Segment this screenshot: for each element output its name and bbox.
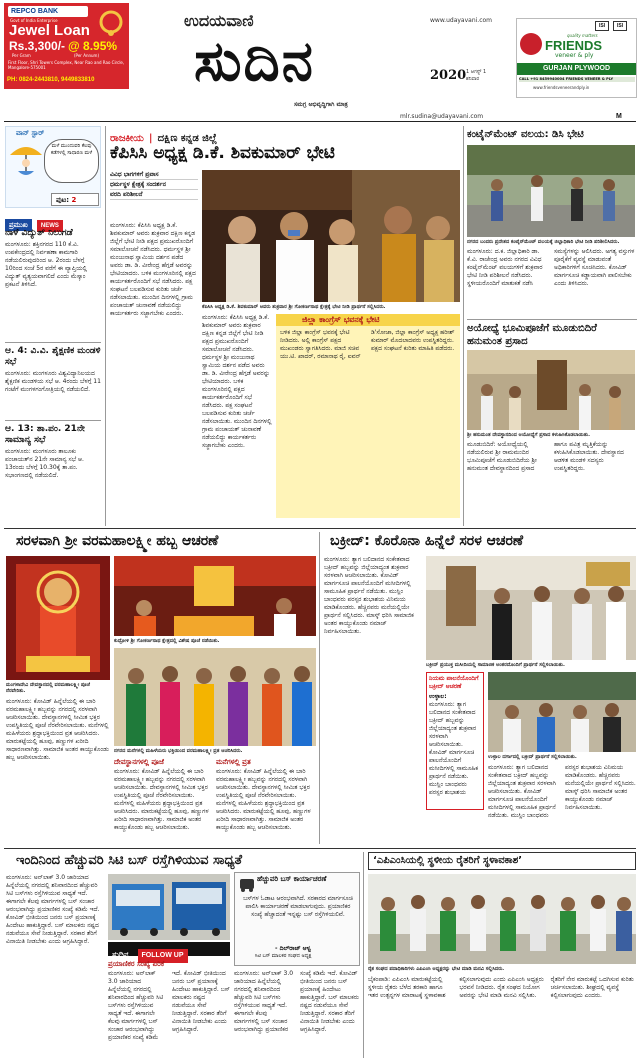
bakrid-photo: [426, 556, 636, 660]
masthead-divider: [4, 121, 636, 122]
lead-kicker-bar: [110, 126, 455, 144]
news-label-bar: [5, 212, 101, 229]
brief-body: ಮಂಗಳೂರು: ಶಕ್ತಿನಗರದ 110 ಕೆ.ವಿ. ಉಪಕೇಂದ್ರದಲ್ಲಿ ನಿರ್ವಹಣಾ ಕಾಮಗಾರಿ ನಡೆಯಲಿರುವುದರಿಂದ ಆ. 2ರಂದು ಬೆಳಗ್ಗೆ 10ರಿಂದ ಸಂಜೆ 5ರ ವರೆಗೆ ಈ ವ್ಯಾಪ್ತಿಯಲ್ಲಿ ವಿದ್ಯುತ್ ವ್ಯತ್ಯಯವಾಗಲಿದೆ ಎಂದು ಮೆಸ್ಕಾಂ ಪ್ರಕಟನೆ ತಿಳಿಸಿದೆ.: [5, 241, 88, 288]
bakrid-headline: ಬಕ್ರೀದ್: ಕೊರೊನಾ ಹಿನ್ನೆಲೆ ಸರಳ ಆಚರಣೆ: [330, 533, 524, 549]
ayodhya-body: ಮೂಡುಬಿದಿರೆ: ಅಯೋಧ್ಯೆಯಲ್ಲಿ ನಡೆಯಲಿರುವ ಶ್ರೀ ರಾಮಮಂದಿರ ಭೂಮಿಪೂಜೆಗೆ ಮೂಡುಬಿದಿರೆಯ ಶ್ರೀ ಹನುಮಂತ ದೇವಸ್ಥಾನದಿಂದ ಪ್ರಸಾದ ಹಾಗೂ ಪವಿತ್ರ ಮೃತ್ತಿಕೆಯನ್ನು ಕಳುಹಿಸಿಕೊಡಲಾಯಿತು. ದೇವಸ್ಥಾನದ ಆಡಳಿತ ಮಂಡಳಿ ಸದಸ್ಯರು ಉಪಸ್ಥಿತರಿದ್ದರು.: [467, 441, 624, 472]
goddess-caption: ಮಂಗಳಾದೇವಿ ದೇವಸ್ಥಾನದಲ್ಲಿ ವರಮಹಾಲಕ್ಷ್ಮೀ ಪೂಜೆ ನೆರವೇರಿತು.: [6, 682, 90, 694]
lead-headline: ಕೆಪಿಸಿಸಿ ಅಧ್ಯಕ್ಷ ಡಿ.ಕೆ. ಶಿವಕುಮಾರ್ ಭೇಟಿ: [110, 143, 335, 163]
pages-number: 2: [71, 196, 77, 204]
friends-brand: FRIENDS: [545, 38, 603, 53]
apmc-caption: ರೈತ ಸಂಘದ ಪದಾಧಿಕಾರಿಗಳು ಎಪಿಎಂಸಿ ಅಧ್ಯಕ್ಷರನ್ನು ಭೇಟಿ ಮಾಡಿ ಮನವಿ ಸಲ್ಲಿಸಿದರು.: [368, 966, 505, 972]
news-badge: NEWS: [37, 220, 63, 232]
brief-headline: ನಾಳೆ ವಿದ್ಯುತ್ ನಿಲುಗಡೆ: [5, 228, 73, 238]
repco-per-gram: Per Gram: [12, 53, 31, 58]
brief-item: [5, 228, 101, 340]
weather-text: ಮಳೆ ಮುಂದುವರಿ ಕೆಲವು ಕಡೆಗಳಲ್ಲಿ ಸಾಧಾರಣ ಮಳೆ: [50, 143, 93, 156]
friends-contact: CALL +91 8459940004 FRIENDS VENEER & PLY: [519, 77, 635, 82]
lead-bullet: ವಿವಿಧ ಭಾಗಗಳಿಗೆ ಪ್ರವಾಸ: [110, 170, 198, 180]
lead-kicker-sub: ದಕ್ಷಿಣ ಕನ್ನಡ ಜಿಲ್ಲೆ: [157, 133, 217, 144]
varamahalakshmi-body-col2: ಮಂಗಳೂರು: ಕೋವಿಡ್ ಹಿನ್ನೆಲೆಯಲ್ಲಿ ಈ ಬಾರಿ ವರಮಹಾಲಕ್ಷ್ಮೀ ಹಬ್ಬವನ್ನು ನಗರದಲ್ಲಿ ಸರಳವಾಗಿ ಆಚರಿಸಲಾಯಿತು. ದೇವಸ್ಥಾನಗಳಲ್ಲಿ ಸೀಮಿತ ಭಕ್ತರ ಉಪಸ್ಥಿತಿಯಲ್ಲಿ ಪೂಜೆ ನೆರವೇರಿಸಲಾಯಿತು. ಮನೆಗಳಲ್ಲಿ ಮಹಿಳೆಯರು ಶ್ರದ್ಧಾಭಕ್ತಿಯಿಂದ ವ್ರತ ಆಚರಿಸಿದರು. ಮಾರುಕಟ್ಟೆಯಲ್ಲಿ ಹೂವು, ಹಣ್ಣುಗಳ ಖರೀದಿ ಸಾಧಾರಣವಾಗಿತ್ತು. ಸಾಮಾಜಿಕ ಅಂತರ ಕಾಯ್ದುಕೊಂಡು ಹಬ್ಬ ಆಚರಿಸಲಾಯಿತು.: [114, 768, 209, 831]
bus-quote-box: [234, 872, 360, 966]
congress-bhavan-box: [276, 314, 460, 518]
page-divider: [4, 528, 636, 529]
bus-quote-author: - ದಿಲ್‌ರಾಜ್ ಆಳ್ವ: [275, 945, 311, 952]
lead-bullet: ವರದಿ ಪರಿಶೀಲನೆ: [110, 190, 198, 200]
lead-photo-caption: ಕೆಪಿಸಿಸಿ ಅಧ್ಯಕ್ಷ ಡಿ.ಕೆ. ಶಿವಕುಮಾರ್ ಅವರು ಶುಕ್ರವಾರ ಶ್ರೀ ಗೋಕರ್ಣನಾಥ ಕ್ಷೇತ್ರಕ್ಕೆ ಭೇಟಿ ನೀಡಿ ಪ್ರಾರ್ಥನೆ ಸಲ್ಲಿಸಿದರು.: [202, 304, 386, 310]
column-rule: [319, 532, 320, 844]
lead-photo: [202, 170, 460, 302]
umbrella-icon: [8, 139, 44, 179]
containment-caption: ನಗರದ ಬಂದರು ಪ್ರದೇಶದ ಕಂಟೈನ್‌ಮೆಂಟ್ ವಲಯಕ್ಕೆ ಜಿಲ್ಲಾಧಿಕಾರಿ ಭೇಟಿ ನೀಡಿ ಪರಿಶೀಲಿಸಿದರು.: [467, 239, 620, 245]
column-rule: [463, 126, 464, 526]
website-url[interactable]: www.udayavani.com: [430, 17, 493, 24]
section-divider: [467, 319, 637, 320]
page-divider: [4, 848, 636, 849]
bakrid-caption: ಬಕ್ರೀದ್ ಪ್ರಯುಕ್ತ ಮಸೀದಿಯಲ್ಲಿ ಸಾಮಾಜಿಕ ಅಂತರದೊಂದಿಗೆ ಪ್ರಾರ್ಥನೆ ಸಲ್ಲಿಸಲಾಯಿತು.: [426, 662, 565, 668]
bus-icon: [239, 877, 255, 891]
news-label: ಪ್ರಮುಖ: [5, 219, 32, 231]
bus-headline: ಇಂದಿನಿಂದ ಹೆಚ್ಚುವರಿ ಸಿಟಿ ಬಸ್ ರಸ್ತೆಗಿಳಿಯುವ ಸಾಧ್ಯತೆ: [16, 853, 243, 868]
isi-mark-left: ISI: [595, 21, 609, 31]
goddess-photo: [6, 556, 110, 680]
varamahalakshmi-headline: ಸರಳವಾಗಿ ಶ್ರೀ ವರಮಹಾಲಕ್ಷ್ಮೀ ಹಬ್ಬ ಆಚರಣೆ: [16, 533, 219, 549]
lead-kicker: ರಾಜಕೀಯ: [110, 133, 144, 144]
friends-subtitle: [517, 63, 636, 75]
varamahalakshmi-sub2: ಮನೆಗಳಲ್ಲಿ ವ್ರತ: [216, 758, 251, 766]
women-caption: ನಗರದ ಮನೆಗಳಲ್ಲಿ ಮಹಿಳೆಯರು ಭಕ್ತಿಯಿಂದ ವರಮಹಾಲಕ್ಷ್ಮೀ ವ್ರತ ಆಚರಿಸಿದರು.: [114, 748, 243, 754]
repco-ad[interactable]: [4, 3, 129, 89]
varamahalakshmi-body-col1: ಮಂಗಳೂರು: ಕೋವಿಡ್ ಹಿನ್ನೆಲೆಯಲ್ಲಿ ಈ ಬಾರಿ ವರಮಹಾಲಕ್ಷ್ಮೀ ಹಬ್ಬವನ್ನು ನಗರದಲ್ಲಿ ಸರಳವಾಗಿ ಆಚರಿಸಲಾಯಿತು. ದೇವಸ್ಥಾನಗಳಲ್ಲಿ ಸೀಮಿತ ಭಕ್ತರ ಉಪಸ್ಥಿತಿಯಲ್ಲಿ ಪೂಜೆ ನೆರವೇರಿಸಲಾಯಿತು. ಮನೆಗಳಲ್ಲಿ ಮಹಿಳೆಯರು ಶ್ರದ್ಧಾಭಕ್ತಿಯಿಂದ ವ್ರತ ಆಚರಿಸಿದರು. ಮಾರುಕಟ್ಟೆಯಲ್ಲಿ ಹೂವು, ಹಣ್ಣುಗಳ ಖರೀದಿ ಸಾಧಾರಣವಾಗಿತ್ತು. ಸಾಮಾಜಿಕ ಅಂತರ ಕಾಯ್ದುಕೊಂಡು ಹಬ್ಬ ಆಚರಿಸಲಾಯಿತು.: [6, 698, 109, 761]
apmc-headline-box: [368, 852, 636, 870]
pooja-caption: ಕುದ್ರೋಳಿ ಶ್ರೀ ಗೋಕರ್ಣನಾಥ ಕ್ಷೇತ್ರದಲ್ಲಿ ವಿಶೇಷ ಪೂಜೆ ನಡೆಯಿತು.: [114, 638, 220, 644]
friends-badge-icon: [520, 33, 542, 55]
bakrid-box-body: ಮಂಗಳೂರು: ತ್ಯಾಗ ಬಲಿದಾನದ ಸಂಕೇತವಾದ ಬಕ್ರೀದ್ ಹಬ್ಬವನ್ನು ಜಿಲ್ಲೆಯಾದ್ಯಂತ ಶುಕ್ರವಾರ ಸರಳವಾಗಿ ಆಚರಿಸಲಾಯಿತು. ಕೋವಿಡ್ ಮಾರ್ಗಸೂಚಿ ಪಾಲನೆಯೊಂದಿಗೆ ಮಸೀದಿಗಳಲ್ಲಿ ಸಾಮೂಹಿಕ ಪ್ರಾರ್ಥನೆ ನಡೆಯಿತು. ಮುಸ್ಲಿಂ ಬಾಂಧವರು ಪರಸ್ಪರ ಶುಭಾಶಯ: [429, 701, 479, 796]
bakrid-box-title: ನಿಯಮ ಪಾಲನೆಯೊಂದಿಗೆ ಬಕ್ರೀದ್ ಆಚರಣೆ: [429, 675, 479, 690]
bakrid-body-col3: ಮಂಗಳೂರು: ತ್ಯಾಗ ಬಲಿದಾನದ ಸಂಕೇತವಾದ ಬಕ್ರೀದ್ ಹಬ್ಬವನ್ನು ಜಿಲ್ಲೆಯಾದ್ಯಂತ ಶುಕ್ರವಾರ ಸರಳವಾಗಿ ಆಚರಿಸಲಾಯಿತು. ಕೋವಿಡ್ ಮಾರ್ಗಸೂಚಿ ಪಾಲನೆಯೊಂದಿಗೆ ಮಸೀದಿಗಳಲ್ಲಿ ಸಾಮೂಹಿಕ ಪ್ರಾರ್ಥನೆ ನಡೆಯಿತು. ಮುಸ್ಲಿಂ ಬಾಂಧವರು ಪರಸ್ಪರ ಶುಭಾಶಯ ವಿನಿಮಯ ಮಾಡಿಕೊಂಡರು. ಹೆಚ್ಚಿನವರು ಮನೆಯಲ್ಲಿಯೇ ಪ್ರಾರ್ಥನೆ ಸಲ್ಲಿಸಿದರು. ಮಾಸ್ಕ್ ಧರಿಸಿ ಸಾಮಾಜಿಕ ಅಂತರ ಕಾಯ್ದುಕೊಂಡು ನಮಾಜ್ ನಿರ್ವಹಿಸಲಾಯಿತು.: [488, 764, 636, 819]
friends-sub: veneer & ply: [555, 52, 594, 59]
followup-banner: [108, 942, 230, 959]
pages-label-text: ಪುಟ:: [56, 196, 70, 204]
masthead-date-line1: 1 ಆಗಸ್ಟ್ 1: [466, 69, 487, 75]
containment-headline: ಕಂಟೈನ್‌ಮೆಂಟ್ ವಲಯ: ಡಿಸಿ ಭೇಟಿ: [467, 129, 584, 140]
masthead-title: ಸುದಿನ: [194, 29, 315, 94]
varamahalakshmi-body-col3: ಮಂಗಳೂರು: ಕೋವಿಡ್ ಹಿನ್ನೆಲೆಯಲ್ಲಿ ಈ ಬಾರಿ ವರಮಹಾಲಕ್ಷ್ಮೀ ಹಬ್ಬವನ್ನು ನಗರದಲ್ಲಿ ಸರಳವಾಗಿ ಆಚರಿಸಲಾಯಿತು. ದೇವಸ್ಥಾನಗಳಲ್ಲಿ ಸೀಮಿತ ಭಕ್ತರ ಉಪಸ್ಥಿತಿಯಲ್ಲಿ ಪೂಜೆ ನೆರವೇರಿಸಲಾಯಿತು. ಮನೆಗಳಲ್ಲಿ ಮಹಿಳೆಯರು ಶ್ರದ್ಧಾಭಕ್ತಿಯಿಂದ ವ್ರತ ಆಚರಿಸಿದರು. ಮಾರುಕಟ್ಟೆಯಲ್ಲಿ ಹೂವು, ಹಣ್ಣುಗಳ ಖರೀದಿ ಸಾಧಾರಣವಾಗಿತ್ತು. ಸಾಮಾಜಿಕ ಅಂತರ ಕಾಯ್ದುಕೊಂಡು ಹಬ್ಬ ಆಚರಿಸಲಾಯಿತು.: [216, 768, 311, 831]
apmc-body: ಬೈಕಂಪಾಡಿ: ಎಪಿಎಂಸಿ ಮಾರುಕಟ್ಟೆಯಲ್ಲಿ ಸ್ಥಳೀಯ ರೈತರು ಬೆಳೆದ ತರಕಾರಿ ಹಾಗೂ ಇತರ ಉತ್ಪನ್ನಗಳ ಮಾರಾಟಕ್ಕೆ ಸ್ಥಳಾವಕಾಶ ಕಲ್ಪಿಸಲಾಗುವುದು ಎಂದು ಎಪಿಎಂಸಿ ಅಧ್ಯಕ್ಷರು ಭರವಸೆ ನೀಡಿದರು. ರೈತ ಸಂಘದ ನಿಯೋಗ ಅವರನ್ನು ಭೇಟಿ ಮಾಡಿ ಮನವಿ ಸಲ್ಲಿಸಿತು. ರೈತರಿಗೆ ನೇರ ಮಾರುಕಟ್ಟೆ ಒದಗಿಸುವ ಕುರಿತು ಚರ್ಚಿಸಲಾಯಿತು. ಶೀಘ್ರದಲ್ಲಿ ವ್ಯವಸ್ಥೆ ಕಲ್ಪಿಸಲಾಗುವುದು ಎಂದರು.: [368, 976, 634, 999]
women-photo: [114, 648, 316, 746]
weather-box: [5, 126, 101, 208]
bakrid-box: [426, 672, 484, 810]
repco-tagline: Govt of India Enterprise: [10, 18, 58, 23]
apmc-photo: [368, 874, 636, 964]
containment-body: ಮಂಗಳೂರು: ದ.ಕ. ಜಿಲ್ಲಾಧಿಕಾರಿ ಡಾ. ಕೆ.ವಿ. ರಾಜೇಂದ್ರ ಅವರು ನಗರದ ವಿವಿಧ ಕಂಟೈನ್‌ಮೆಂಟ್ ವಲಯಗಳಿಗೆ ಶುಕ್ರವಾರ ಭೇಟಿ ನೀಡಿ ಪರಿಶೀಲನೆ ನಡೆಸಿದರು. ಸ್ಥಳೀಯರೊಂದಿಗೆ ಮಾತುಕತೆ ನಡೆಸಿ ಸಮಸ್ಯೆಗಳನ್ನು ಆಲಿಸಿದರು. ಅಗತ್ಯ ವಸ್ತುಗಳ ಪೂರೈಕೆಗೆ ವ್ಯವಸ್ಥೆ ಮಾಡುವಂತೆ ಅಧಿಕಾರಿಗಳಿಗೆ ಸೂಚಿಸಿದರು. ಕೋವಿಡ್ ಮಾರ್ಗಸೂಚಿ ಕಡ್ಡಾಯವಾಗಿ ಪಾಲಿಸಬೇಕು ಎಂದು ತಿಳಿಸಿದರು.: [467, 248, 635, 287]
kicker-separator: |: [148, 133, 153, 144]
ullal-photo: [488, 672, 636, 752]
box-title: ಜಿಲ್ಲಾ ಕಾಂಗ್ರೆಸ್ ಭವನಕ್ಕೆ ಭೇಟಿ: [276, 314, 460, 326]
bus-quote-title: ಹೆಚ್ಚುವರಿ ಬಸ್ ಕಾರ್ಯಾಚರಣೆ: [257, 875, 327, 883]
lead-bullet: ಧರ್ಮಸ್ಥಳ ಕ್ಷೇತ್ರಕ್ಕೆ ಸಂದರ್ಶನ: [110, 180, 198, 190]
lead-body-col2: ಮಂಗಳೂರು: ಕೆಪಿಸಿಸಿ ಅಧ್ಯಕ್ಷ ಡಿ.ಕೆ. ಶಿವಕುಮಾರ್ ಅವರು ಶುಕ್ರವಾರ ದಕ್ಷಿಣ ಕನ್ನಡ ಜಿಲ್ಲೆಗೆ ಭೇಟಿ ನೀಡಿ ಪಕ್ಷದ ಪ್ರಮುಖರೊಂದಿಗೆ ಸಮಾಲೋಚನೆ ನಡೆಸಿದರು. ಧರ್ಮಸ್ಥಳ ಶ್ರೀ ಮಂಜುನಾಥ ಸ್ವಾಮಿಯ ದರ್ಶನ ಪಡೆದ ಅವರು ಡಾ. ಡಿ. ವೀರೇಂದ್ರ ಹೆಗ್ಗಡೆ ಅವರನ್ನು ಭೇಟಿಯಾದರು. ಬಳಿಕ ಮಂಗಳೂರಿನಲ್ಲಿ ಪಕ್ಷದ ಕಾರ್ಯಕರ್ತರೊಂದಿಗೆ ಸಭೆ ನಡೆಸಿದರು. ಪಕ್ಷ ಸಂಘಟನೆ ಬಲಪಡಿಸುವ ಕುರಿತು ಚರ್ಚೆ ನಡೆಸಲಾಯಿತು. ಮುಂದಿನ ದಿನಗಳಲ್ಲಿ ಗ್ರಾಮ ಪಂಚಾಯತ್ ಚುನಾವಣೆ ನಡೆಯಲಿದ್ದು ಕಾರ್ಯಕರ್ತರು ಸಜ್ಜಾಗಬೇಕು ಎಂದರು.: [202, 314, 272, 449]
friends-subtitle-text: GURJAN PLYWOOD: [542, 65, 611, 72]
bus-body-col2: ಮಂಗಳೂರು: ಅನ್‌ಲಾಕ್ 3.0 ಜಾರಿಯಾದ ಹಿನ್ನೆಲೆಯಲ್ಲಿ ನಗರದಲ್ಲಿ ಶನಿವಾರದಿಂದ ಹೆಚ್ಚುವರಿ ಸಿಟಿ ಬಸ್‌ಗಳು ರಸ್ತೆಗಿಳಿಯುವ ಸಾಧ್ಯತೆ ಇದೆ. ಈಗಾಗಲೇ ಕೆಲವು ಮಾರ್ಗಗಳಲ್ಲಿ ಬಸ್ ಸಂಚಾರ ಆರಂಭವಾಗಿದ್ದು ಪ್ರಯಾಣಿಕರ ಸಂಖ್ಯೆ ಕಡಿಮೆ ಇದೆ. ಕೋವಿಡ್ ಭೀತಿಯಿಂದ ಜನರು ಬಸ್ ಪ್ರಯಾಣಕ್ಕೆ ಹಿಂದೇಟು ಹಾಕುತ್ತಿದ್ದಾರೆ. ಬಸ್ ಮಾಲಕರು ನಷ್ಟದ ನಡುವೆಯೂ ಸೇವೆ ನೀಡುತ್ತಿದ್ದಾರೆ. ಸರಕಾರ ತೆರಿಗೆ ವಿನಾಯಿತಿ ನೀಡಬೇಕು ಎಂದು ಆಗ್ರಹಿಸಿದ್ದಾರೆ.: [108, 970, 230, 1041]
lead-body-col1: ಮಂಗಳೂರು: ಕೆಪಿಸಿಸಿ ಅಧ್ಯಕ್ಷ ಡಿ.ಕೆ. ಶಿವಕುಮಾರ್ ಅವರು ಶುಕ್ರವಾರ ದಕ್ಷಿಣ ಕನ್ನಡ ಜಿಲ್ಲೆಗೆ ಭೇಟಿ ನೀಡಿ ಪಕ್ಷದ ಪ್ರಮುಖರೊಂದಿಗೆ ಸಮಾಲೋಚನೆ ನಡೆಸಿದರು. ಧರ್ಮಸ್ಥಳ ಶ್ರೀ ಮಂಜುನಾಥ ಸ್ವಾಮಿಯ ದರ್ಶನ ಪಡೆದ ಅವರು ಡಾ. ಡಿ. ವೀರೇಂದ್ರ ಹೆಗ್ಗಡೆ ಅವರನ್ನು ಭೇಟಿಯಾದರು. ಬಳಿಕ ಮಂಗಳೂರಿನಲ್ಲಿ ಪಕ್ಷದ ಕಾರ್ಯಕರ್ತರೊಂದಿಗೆ ಸಭೆ ನಡೆಸಿದರು. ಪಕ್ಷ ಸಂಘಟನೆ ಬಲಪಡಿಸುವ ಕುರಿತು ಚರ್ಚೆ ನಡೆಸಲಾಯಿತು. ಮುಂದಿನ ದಿನಗಳಲ್ಲಿ ಗ್ರಾಮ ಪಂಚಾಯತ್ ಚುನಾವಣೆ ನಡೆಯಲಿದ್ದು ಕಾರ್ಯಕರ್ತರು ಸಜ್ಜಾಗಬೇಕು ಎಂದರು.: [110, 222, 196, 317]
masthead: [134, 3, 512, 120]
bus-quote-role: ಸಿಟಿ ಬಸ್ ಮಾಲಕರ ಸಂಘದ ಅಧ್ಯಕ್ಷ: [255, 953, 312, 959]
box-body: ಬಳಿಕ ಜಿಲ್ಲಾ ಕಾಂಗ್ರೆಸ್ ಭವನಕ್ಕೆ ಭೇಟಿ ನೀಡಿದರು. ಅಲ್ಲಿ ಕಾಂಗ್ರೆಸ್ ಪಕ್ಷದ ಮುಖಂಡರು ಸ್ವಾಗತಿಸಿದರು. ಮಾಜಿ ಸಚಿವ ಯು.ಟಿ. ಖಾದರ್, ರಮಾನಾಥ ರೈ, ಐವನ್ ಡಿ'ಸೋಜಾ, ಜಿಲ್ಲಾ ಕಾಂಗ್ರೆಸ್ ಅಧ್ಯಕ್ಷ ಹರೀಶ್ ಕುಮಾರ್ ಮೊದಲಾದವರು ಉಪಸ್ಥಿತರಿದ್ದರು. ಪಕ್ಷದ ಸಂಘಟನೆ ಕುರಿತು ಮಾಹಿತಿ ಪಡೆದರು.: [280, 329, 455, 360]
friends-ad[interactable]: [516, 18, 637, 98]
repco-amount: Rs.3,300/-: [9, 39, 66, 53]
masthead-strap: ಸಮಗ್ರ ಅಭಿವೃದ್ಧಿಗಾಗಿ ಮಾತ್ರ: [294, 101, 348, 108]
pages-label: [51, 193, 99, 206]
lead-bullets: [110, 170, 198, 220]
brief-item: [5, 346, 101, 418]
ayodhya-headline: ಅಯೋಧ್ಯೆ ಭೂಮಿಪೂಜೆಗೆ ಮೂಡುಬಿದಿರೆ ಹನುಮಂತ ಪ್ರಸಾದ: [467, 323, 597, 347]
bus-body-col1: ಮಂಗಳೂರು: ಅನ್‌ಲಾಕ್ 3.0 ಜಾರಿಯಾದ ಹಿನ್ನೆಲೆಯಲ್ಲಿ ನಗರದಲ್ಲಿ ಶನಿವಾರದಿಂದ ಹೆಚ್ಚುವರಿ ಸಿಟಿ ಬಸ್‌ಗಳು ರಸ್ತೆಗಿಳಿಯುವ ಸಾಧ್ಯತೆ ಇದೆ. ಈಗಾಗಲೇ ಕೆಲವು ಮಾರ್ಗಗಳಲ್ಲಿ ಬಸ್ ಸಂಚಾರ ಆರಂಭವಾಗಿದ್ದು ಪ್ರಯಾಣಿಕರ ಸಂಖ್ಯೆ ಕಡಿಮೆ ಇದೆ. ಕೋವಿಡ್ ಭೀತಿಯಿಂದ ಜನರು ಬಸ್ ಪ್ರಯಾಣಕ್ಕೆ ಹಿಂದೇಟು ಹಾಕುತ್ತಿದ್ದಾರೆ. ಬಸ್ ಮಾಲಕರು ನಷ್ಟದ ನಡುವೆಯೂ ಸೇವೆ ನೀಡುತ್ತಿದ್ದಾರೆ. ಸರಕಾರ ತೆರಿಗೆ ವಿನಾಯಿತಿ ನೀಡಬೇಕು ಎಂದು ಆಗ್ರಹಿಸಿದ್ದಾರೆ.: [6, 874, 100, 945]
masthead-date-line2: ಶನಿವಾರ: [466, 76, 480, 82]
ayodhya-photo: [467, 350, 635, 430]
followup-brand: ಸುದಿನ: [112, 950, 129, 959]
containment-photo: [467, 145, 635, 237]
ullal-caption: ಉಳ್ಳಾಲ ದರ್ಗಾದಲ್ಲಿ ಬಕ್ರೀದ್ ಪ್ರಾರ್ಥನೆ ಸಲ್ಲಿಸಲಾಯಿತು.: [488, 754, 577, 760]
gold-jewel-icon: [96, 8, 126, 38]
weather-title: ವಾನ್ ಸ್ಟಾರ್: [16, 129, 45, 137]
brief-body: ಮಂಗಳೂರು: ಮಂಗಳೂರು ವಿಶ್ವವಿದ್ಯಾನಿಲಯದ ಶೈಕ್ಷಣಿಕ ಮಂಡಳಿಯ ಸಭೆ ಆ. 4ರಂದು ಬೆಳಗ್ಗೆ 11 ಗಂಟೆಗೆ ಮಂಗಳಗಂಗೋತ್ರಿಯಲ್ಲಿ ನಡೆಯಲಿದೆ.: [5, 370, 101, 393]
bus-body-col3: ಮಂಗಳೂರು: ಅನ್‌ಲಾಕ್ 3.0 ಜಾರಿಯಾದ ಹಿನ್ನೆಲೆಯಲ್ಲಿ ನಗರದಲ್ಲಿ ಶನಿವಾರದಿಂದ ಹೆಚ್ಚುವರಿ ಸಿಟಿ ಬಸ್‌ಗಳು ರಸ್ತೆಗಿಳಿಯುವ ಸಾಧ್ಯತೆ ಇದೆ. ಈಗಾಗಲೇ ಕೆಲವು ಮಾರ್ಗಗಳಲ್ಲಿ ಬಸ್ ಸಂಚಾರ ಆರಂಭವಾಗಿದ್ದು ಪ್ರಯಾಣಿಕರ ಸಂಖ್ಯೆ ಕಡಿಮೆ ಇದೆ. ಕೋವಿಡ್ ಭೀತಿಯಿಂದ ಜನರು ಬಸ್ ಪ್ರಯಾಣಕ್ಕೆ ಹಿಂದೇಟು ಹಾಕುತ್ತಿದ್ದಾರೆ. ಬಸ್ ಮಾಲಕರು ನಷ್ಟದ ನಡುವೆಯೂ ಸೇವೆ ನೀಡುತ್ತಿದ್ದಾರೆ. ಸರಕಾರ ತೆರಿಗೆ ವಿನಾಯಿತಿ ನೀಡಬೇಕು ಎಂದು ಆಗ್ರಹಿಸಿದ್ದಾರೆ.: [234, 970, 359, 1033]
masthead-email[interactable]: mlr.sudina@udayavani.com: [400, 113, 484, 120]
repco-address: First Floor, Shri Towers Complex, Near Rao and Rao Circle, Mangalore-575001: [8, 60, 125, 70]
udayavani-logo: ಉದಯವಾಣಿ: [184, 11, 254, 30]
repco-bank-name: REPCO BANK: [11, 8, 59, 15]
brief-headline: ಆ. 13: ತಾ.ಪಂ. 21ನೇ ಸಾಮಾನ್ಯ ಸಭೆ: [5, 424, 85, 445]
repco-product: Jewel Loan: [9, 22, 90, 39]
brief-divider: [5, 342, 101, 343]
brief-item: [5, 424, 101, 524]
edition-mark: M: [616, 113, 622, 120]
column-rule: [363, 852, 364, 1058]
bus-sub: ಪ್ರಯಾಣಿಕರ ಸಂಖ್ಯೆ ಏರಿಕೆ: [108, 960, 165, 968]
repco-logo-bar: [8, 6, 88, 17]
speech-bubble: [44, 139, 99, 183]
friends-web[interactable]: www.friendsveneerandply.in: [533, 85, 590, 90]
repco-rate-note: (Per Annum): [74, 53, 100, 58]
masthead-year: 2020: [430, 68, 467, 83]
followup-label: FOLLOW UP: [138, 949, 188, 963]
brief-divider: [5, 420, 101, 421]
bakrid-body-col1: ಮಂಗಳೂರು: ತ್ಯಾಗ ಬಲಿದಾನದ ಸಂಕೇತವಾದ ಬಕ್ರೀದ್ ಹಬ್ಬವನ್ನು ಜಿಲ್ಲೆಯಾದ್ಯಂತ ಶುಕ್ರವಾರ ಸರಳವಾಗಿ ಆಚರಿಸಲಾಯಿತು. ಕೋವಿಡ್ ಮಾರ್ಗಸೂಚಿ ಪಾಲನೆಯೊಂದಿಗೆ ಮಸೀದಿಗಳಲ್ಲಿ ಸಾಮೂಹಿಕ ಪ್ರಾರ್ಥನೆ ನಡೆಯಿತು. ಮುಸ್ಲಿಂ ಬಾಂಧವರು ಪರಸ್ಪರ ಶುಭಾಶಯ ವಿನಿಮಯ ಮಾಡಿಕೊಂಡರು. ಹೆಚ್ಚಿನವರು ಮನೆಯಲ್ಲಿಯೇ ಪ್ರಾರ್ಥನೆ ಸಲ್ಲಿಸಿದರು. ಮಾಸ್ಕ್ ಧರಿಸಿ ಸಾಮಾಜಿಕ ಅಂತರ ಕಾಯ್ದುಕೊಂಡು ನಮಾಜ್ ನಿರ್ವಹಿಸಲಾಯಿತು.: [324, 556, 414, 635]
repco-phone[interactable]: PH: 0824-2443810, 9449833810: [7, 77, 95, 83]
pooja-photo: [114, 556, 316, 636]
repco-rate: @ 8.95%: [68, 39, 118, 53]
isi-mark-right: ISI: [613, 21, 627, 31]
brief-body: ಮಂಗಳೂರು: ಮಂಗಳೂರು ತಾಲೂಕು ಪಂಚಾಯತ್‌ನ 21ನೇ ಸಾಮಾನ್ಯ ಸಭೆ ಆ. 13ರಂದು ಬೆಳಗ್ಗೆ 10.30ಕ್ಕೆ ತಾ.ಪಂ. ಸಭಾಂಗಣದಲ್ಲಿ ನಡೆಯಲಿದೆ.: [5, 448, 84, 479]
brief-headline: ಆ. 4: ವಿ.ವಿ. ಶೈಕ್ಷಣಿಕ ಮಂಡಳಿ ಸಭೆ: [5, 346, 101, 367]
apmc-headline: ‘ಎಪಿಎಂಸಿಯಲ್ಲಿ ಸ್ಥಳೀಯ ರೈತರಿಗೆ ಸ್ಥಳಾವಕಾಶ’: [373, 855, 522, 866]
ayodhya-caption: ಶ್ರೀ ಹನುಮಂತ ದೇವಸ್ಥಾನದಿಂದ ಅಯೋಧ್ಯೆಗೆ ಪ್ರಸಾದ ಕಳುಹಿಸಿಕೊಡಲಾಯಿತು.: [467, 432, 591, 438]
bus-quote: ಬಸ್‌ಗಳ ಓಡಾಟ ಆರಂಭವಾಗಿದೆ. ಸರಕಾರದ ಮಾರ್ಗಸೂಚಿ ಪಾಲಿಸಿ ಕಾರ್ಯಾಚರಣೆ ಮಾಡಲಾಗುವುದು. ಪ್ರಯಾಣಿಕರ ಸಂಖ್ಯೆ ಹೆಚ್ಚಾದಂತೆ ಇನ್ನಷ್ಟು ಬಸ್ ರಸ್ತೆಗಿಳಿಯಲಿವೆ.: [243, 895, 353, 918]
friends-quality: quality matters: [567, 33, 598, 38]
bakrid-box-sub: ಉಳ್ಳಾಲ:: [429, 693, 447, 700]
varamahalakshmi-sub1: ದೇವಸ್ಥಾನಗಳಲ್ಲಿ ಪೂಜೆ: [114, 758, 164, 766]
column-rule: [105, 126, 106, 526]
bus-photo: [108, 874, 230, 940]
